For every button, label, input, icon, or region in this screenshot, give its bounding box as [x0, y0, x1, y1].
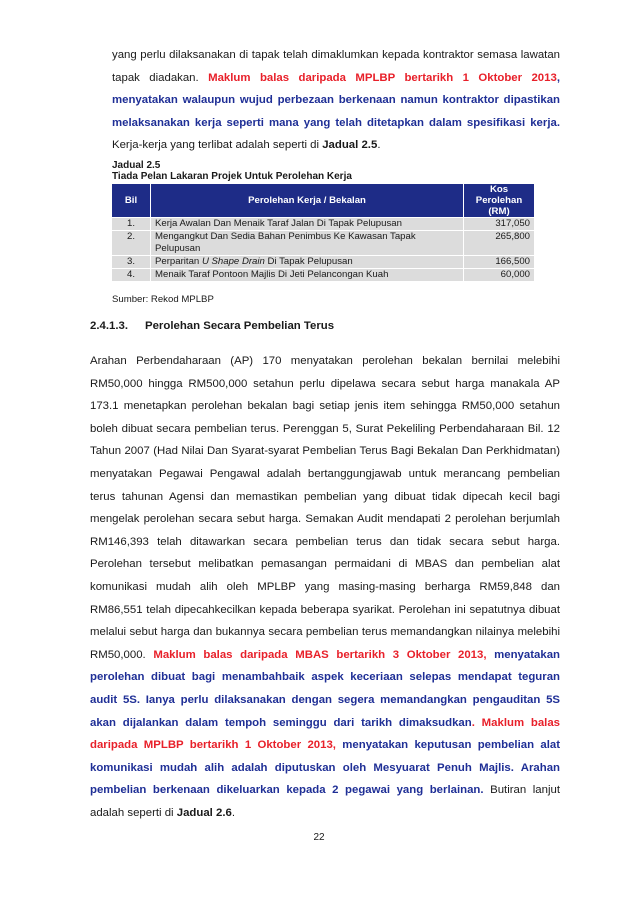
table-row: [112, 218, 535, 231]
work-text: Menaik Taraf Pontoon Majlis Di Jeti Pelancongan Kuah: [155, 269, 389, 280]
section-heading: [90, 320, 334, 332]
cell-cost: 265,800: [464, 231, 535, 256]
work-text: Perparitan: [155, 256, 202, 267]
intro-paragraph: [112, 44, 560, 157]
response-date-mplbp: . Maklum balas daripada MPLBP bertarikh 1 Oktober 2013,: [90, 716, 561, 752]
response-date-mbas: Maklum balas daripada MBAS bertarikh 3 Oktober 2013,: [153, 648, 487, 661]
header-cost: Kos Perolehan (RM): [464, 184, 535, 218]
header-work: Perolehan Kerja / Bekalan: [151, 184, 464, 218]
cell-cost: 60,000: [464, 269, 535, 282]
intro-text-tail: Kerja-kerja yang terlibat adalah seperti di: [112, 139, 323, 152]
cell-work: [151, 256, 464, 269]
response-statement-mbas: menyatakan perolehan dibuat bagi menambahbaik aspek keceriaan selepas mendapat teguran audit 5S. Ianya perlu dilaksanakan dengan segera memandangkan pengauditan 5S akan dijalankan dalam tempoh seminggu dari tarikh dimaksudkan: [90, 648, 560, 729]
work-text-italic: U Shape Drain: [201, 256, 265, 267]
body-paragraph: [90, 350, 560, 824]
table-title: Tiada Pelan Lakaran Projek Untuk Perolehan Kerja: [112, 171, 352, 182]
cell-bil: 3.: [112, 256, 151, 269]
section-title: Perolehan Secara Pembelian Terus: [145, 320, 335, 332]
table-row: [112, 231, 535, 256]
cell-cost: 166,500: [464, 256, 535, 269]
response-statement-mplbp: menyatakan keputusan pembelian alat komunikasi mudah alih adalah diputuskan oleh Mesyuarat Penuh Majlis. Arahan pembelian berkenaan dikeluarkan kepada 2 pegawai yang berlainan.: [90, 739, 560, 797]
table-label: Jadual 2.5: [112, 160, 161, 171]
table-reference: Jadual 2.6: [176, 806, 232, 819]
body-text: Arahan Perbendaharaan (AP) 170 menyatakan perolehan bekalan bernilai melebihi RM50,000 hingga RM500,000 setahun perlu dipelawa secara sebut harga manakala AP 173.1 menetapkan perolehan bekalan bagi setiap jenis item sehingga RM50,000 setahun boleh dibuat secara pembelian terus. Perenggan 5, Surat Pekeliling Perbendaharaan Bil. 12 Tahun 2007 (Had Nilai Dan Syarat-syarat Pembelian Terus Bagi Bekalan Dan Perkhidmatan) menyatakan Pegawai Pengawal adalah bertanggungjawab untuk merancang pembelian terus tahunan Agensi dan memastikan pembelian yang dibuat tidak dipecah kecil bagi mengelak perolehan secara sebut harga. Semakan Audit mendapati 2 perolehan berjumlah RM146,393 telah ditawarkan secara pembelian terus dan tidak secara sebut harga. Perolehan tersebut melibatkan pemasangan permaidani di MBAS dan pembelian alat komunikasi mudah alih oleh MPLBP yang masing-masing berharga RM59,848 dan RM86,551 telah dipecahkecilkan kepada beberapa syarikat. Perolehan ini sepatutnya dibuat melalui sebut harga dan bukannya secara pembelian terus memandangkan nilainya melebihi RM50,000.: [90, 355, 560, 661]
header-bil: Bil: [112, 184, 151, 218]
cell-work: [151, 269, 464, 282]
cell-work: [151, 218, 464, 231]
cell-work: [151, 231, 464, 256]
body-text-tail: Butiran lanjut adalah seperti di: [90, 784, 560, 819]
table-reference: Jadual 2.5: [322, 139, 378, 152]
response-date-mplbp: Maklum balas daripada MPLBP bertarikh 1 Oktober 2013: [208, 71, 557, 84]
body-text-end: .: [231, 806, 236, 819]
procurement-table: [111, 183, 535, 282]
page-number: 22: [313, 832, 325, 843]
response-statement: , menyatakan walaupun wujud perbezaan berkenaan namun kontraktor dipastikan melaksanakan kerja seperti mana yang telah ditetapkan dalam spesifikasi kerja.: [112, 71, 560, 129]
table-row: [112, 256, 535, 269]
table-row: [112, 269, 535, 282]
work-text: Mengangkut Dan Sedia Bahan Penimbus Ke Kawasan Tapak Pelupusan: [155, 231, 416, 254]
table-header-row: [112, 184, 535, 218]
table-source: Sumber: Rekod MPLBP: [112, 294, 214, 305]
cell-bil: 4.: [112, 269, 151, 282]
intro-text-end: .: [377, 139, 381, 152]
work-text: Kerja Awalan Dan Menaik Taraf Jalan Di Tapak Pelupusan: [155, 218, 402, 229]
cell-bil: 2.: [112, 231, 151, 256]
section-number: 2.4.1.3.: [90, 320, 128, 332]
cell-bil: 1.: [112, 218, 151, 231]
cell-cost: 317,050: [464, 218, 535, 231]
work-text-after: Di Tapak Pelupusan: [264, 256, 353, 267]
intro-text: yang perlu dilaksanakan di tapak telah dimaklumkan kepada kontraktor semasa lawatan tapak diadakan.: [112, 49, 560, 84]
